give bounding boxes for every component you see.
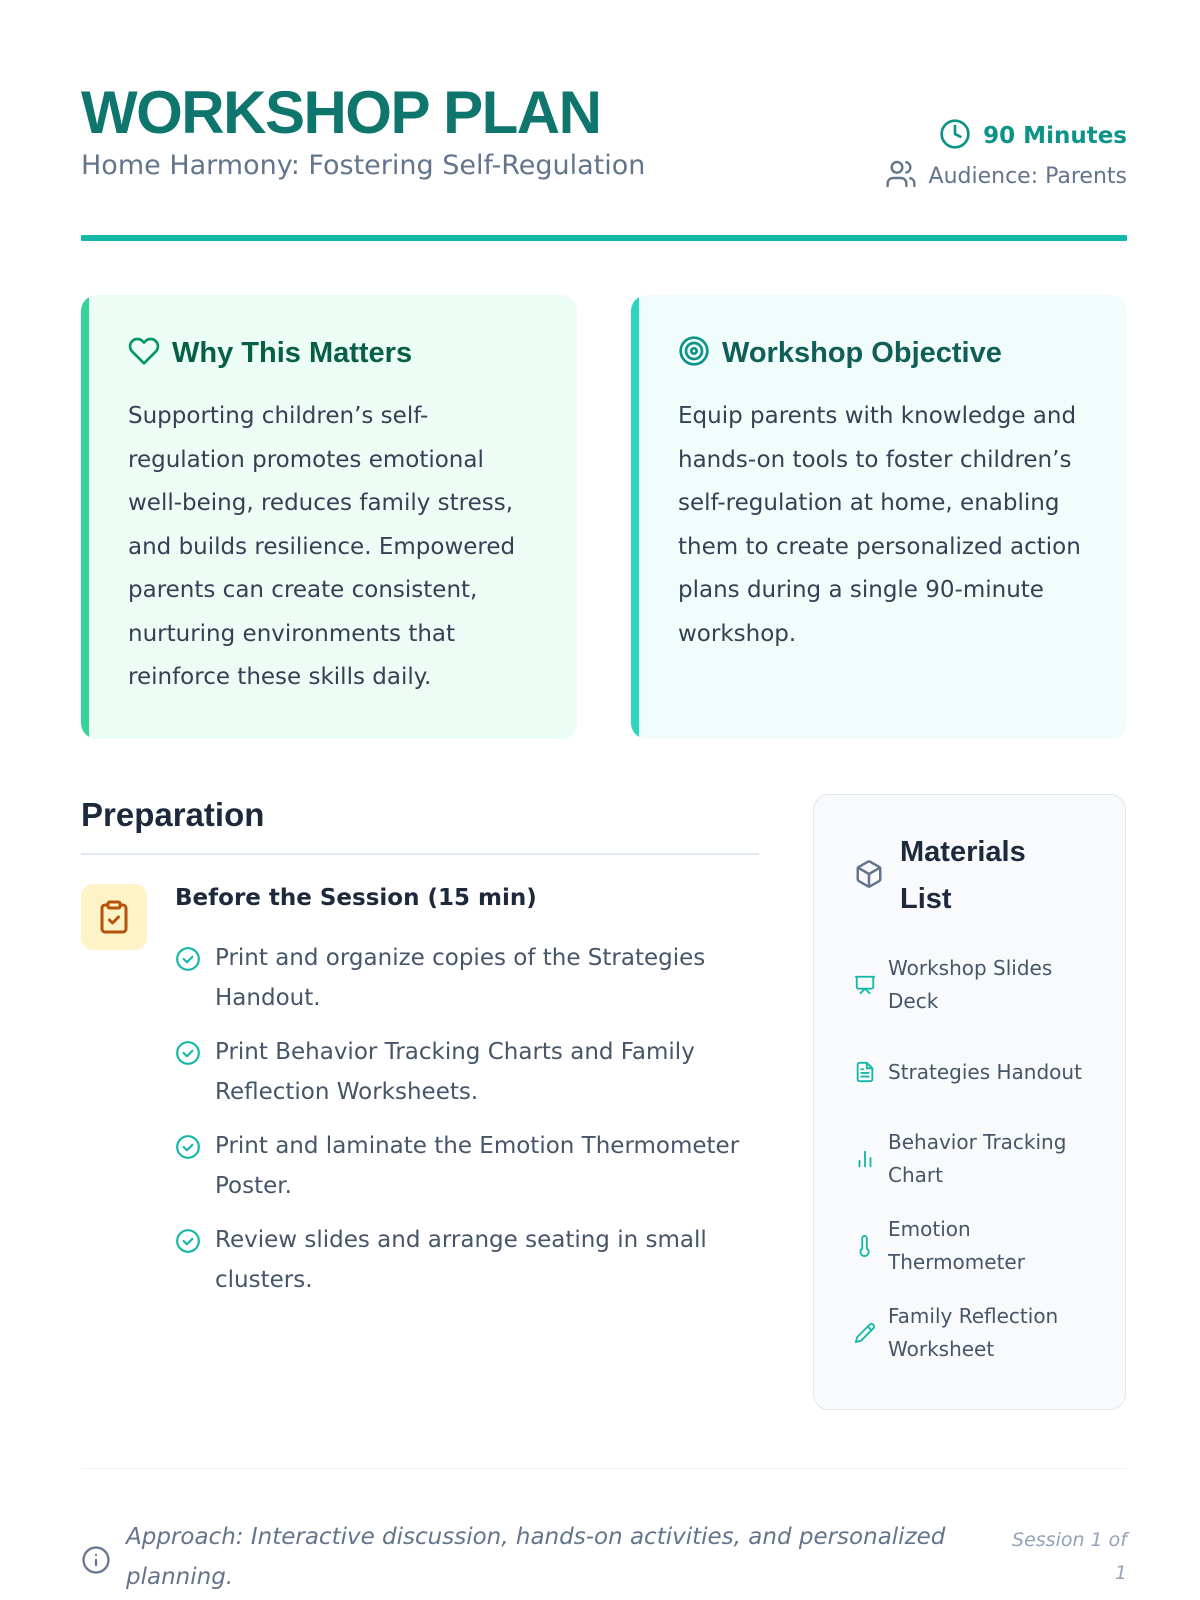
material-label: Strategies Handout <box>888 1059 1082 1084</box>
material-item <box>854 1039 1094 1105</box>
check-circle-icon <box>175 1126 215 1164</box>
workshop-meta <box>885 116 1127 196</box>
workshop-plan-page <box>81 0 1127 1600</box>
material-item <box>854 1300 1094 1366</box>
approach-note: Approach: Interactive discussion, hands-on activities, and personalized planning. <box>126 1524 946 1590</box>
bar-chart-icon <box>854 1148 888 1170</box>
audience-row <box>885 156 1127 196</box>
footer-divider <box>81 1468 1127 1469</box>
target-icon <box>678 335 710 371</box>
clipboard-check-icon <box>81 884 147 950</box>
list-item-text: Print Behavior Tracking Charts and Family Reflection Worksheets. <box>215 1039 695 1105</box>
material-label: Workshop Slides Deck <box>888 956 1053 1013</box>
card-body: Supporting children’s self-regulation promotes emotional well-being, reduces family stress, and builds resilience. Empowered parents can create consistent, nurturing environments that reinforce these skills daily. <box>128 403 516 690</box>
material-item <box>854 1213 1094 1279</box>
card-body: Equip parents with knowledge and hands-on tools to foster children’s self-regulation at home, enabling them to create personalized action plans during a single 90-minute workshop. <box>678 403 1081 647</box>
presentation-icon <box>854 974 888 996</box>
check-circle-icon <box>175 1032 215 1070</box>
thermometer-icon <box>854 1235 888 1257</box>
card-accent-bar <box>81 295 89 739</box>
check-circle-icon <box>175 1220 215 1258</box>
materials-list <box>854 952 1094 1387</box>
card-accent-bar <box>631 295 639 739</box>
check-circle-icon <box>175 938 215 976</box>
list-item <box>175 1126 765 1206</box>
list-item-text: Print and organize copies of the Strategies Handout. <box>215 945 706 1011</box>
preparation-subheading: Before the Session (15 min) <box>175 885 537 911</box>
page-title: WORKSHOP PLAN <box>81 79 601 146</box>
header-divider <box>81 235 1127 241</box>
materials-title: Materials List <box>900 836 1026 915</box>
materials-header <box>854 829 1050 923</box>
list-item <box>175 1220 765 1300</box>
page-subtitle: Home Harmony: Fostering Self-Regulation <box>81 150 646 181</box>
preparation-list <box>175 938 765 1314</box>
list-item-text: Print and laminate the Emotion Thermometer Poster. <box>215 1133 740 1199</box>
card-header <box>678 335 1002 371</box>
workshop-objective-card <box>631 295 1127 739</box>
preparation-divider <box>81 853 759 855</box>
pencil-icon <box>854 1322 888 1344</box>
package-icon <box>854 859 884 893</box>
duration-row <box>885 116 1127 156</box>
clock-icon <box>939 118 971 154</box>
duration-label: 90 Minutes <box>983 123 1127 149</box>
material-item <box>854 952 1094 1018</box>
preparation-heading: Preparation <box>81 796 265 833</box>
heart-icon <box>128 335 160 371</box>
session-indicator: Session 1 of 1 <box>1012 1529 1127 1584</box>
material-label: Behavior Tracking Chart <box>888 1130 1067 1187</box>
card-title: Workshop Objective <box>722 336 1002 369</box>
users-icon <box>885 158 917 194</box>
card-title: Why This Matters <box>172 336 413 369</box>
list-item <box>175 1032 765 1112</box>
material-label: Emotion Thermometer <box>888 1217 1025 1274</box>
card-header <box>128 335 412 371</box>
why-this-matters-card <box>81 295 577 739</box>
document-icon <box>854 1061 888 1083</box>
material-item <box>854 1126 1094 1192</box>
list-item-text: Review slides and arrange seating in small clusters. <box>215 1227 707 1293</box>
list-item <box>175 938 765 1018</box>
audience-label: Audience: Parents <box>928 163 1127 189</box>
material-label: Family Reflection Worksheet <box>888 1304 1059 1361</box>
info-icon <box>81 1545 111 1579</box>
materials-panel <box>813 794 1126 1410</box>
